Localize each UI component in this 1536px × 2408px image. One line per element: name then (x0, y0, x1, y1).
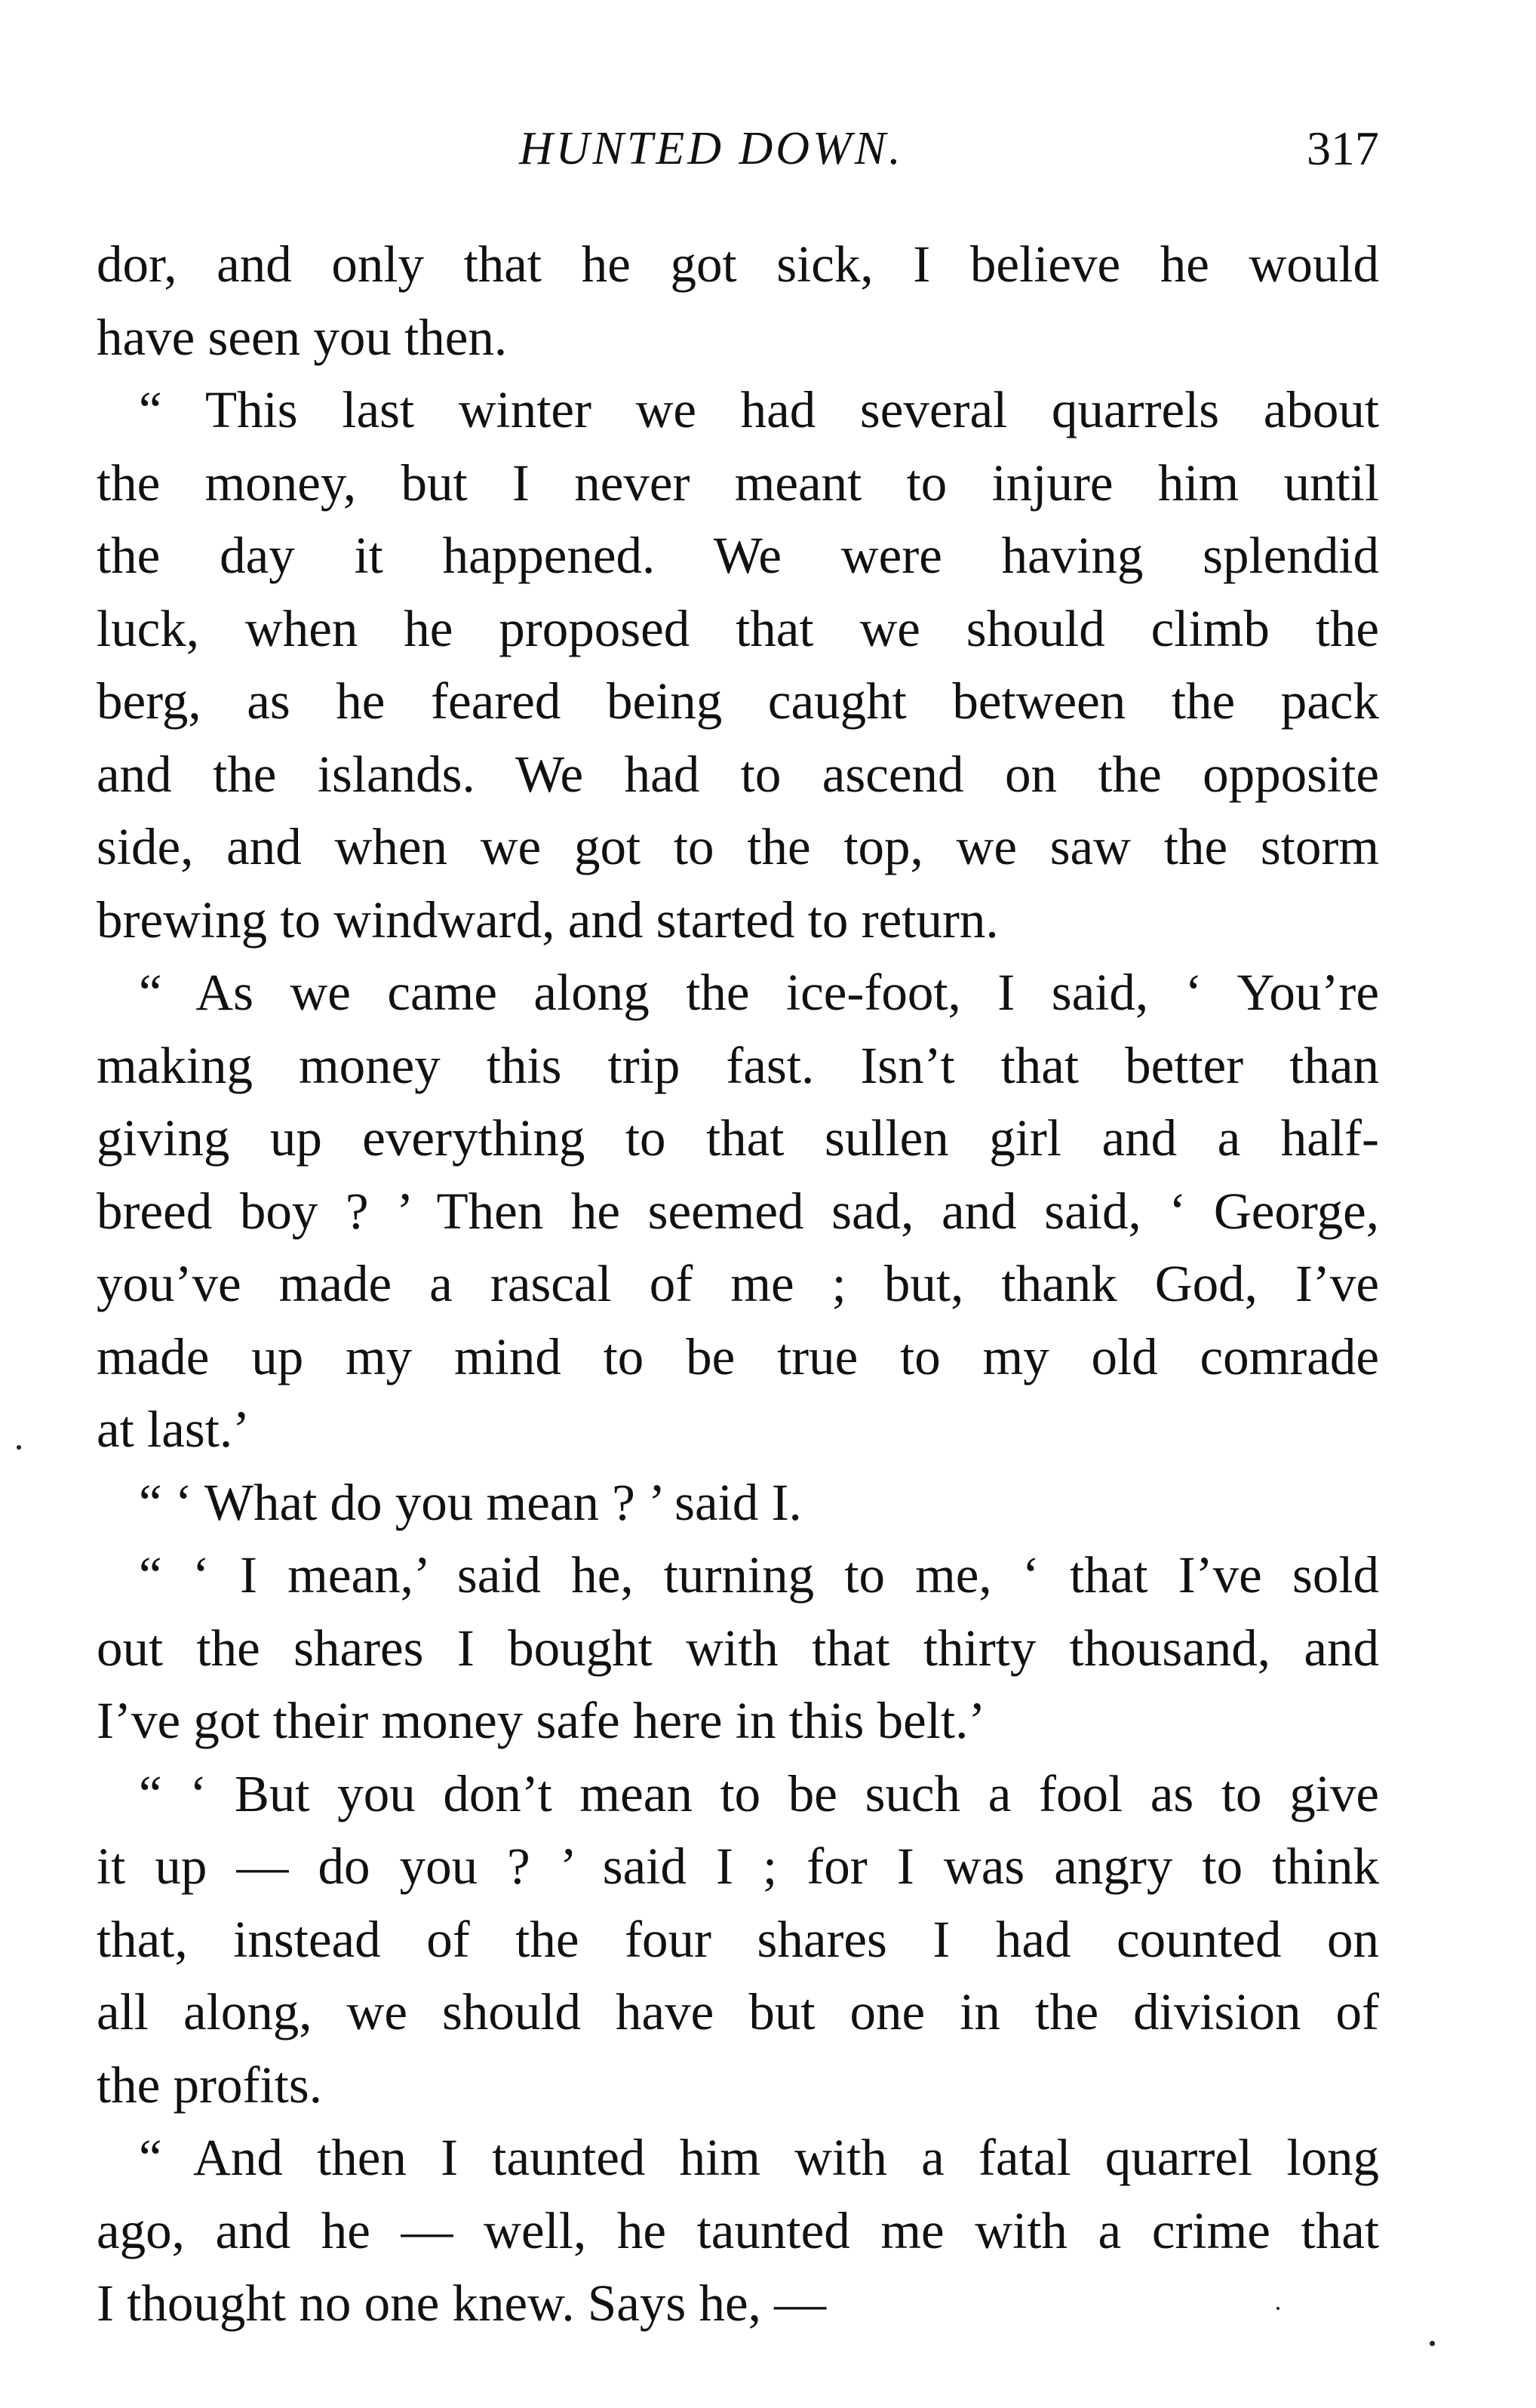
text-line: “ This last winter we had several quarrels about (139, 381, 1379, 438)
text-line: berg, as he feared being caught between the pack (97, 672, 1379, 730)
running-head: HUNTED DOWN. (519, 123, 904, 174)
page-number: 317 (1307, 121, 1379, 175)
body-text (97, 228, 1379, 2340)
text-line: “ ‘ What do you mean ? ’ said I. (139, 1473, 802, 1531)
text-line: all along, we should have but one in the division of (97, 1983, 1379, 2040)
text-line: dor, and only that he got sick, I believe he would (97, 235, 1379, 293)
text-line: that, instead of the four shares I had counted on (97, 1910, 1379, 1968)
text-line: and the islands. We had to ascend on the opposite (97, 745, 1379, 803)
print-speck (17, 1445, 21, 1450)
text-line: side, and when we got to the top, we saw the storm (97, 818, 1379, 875)
text-line: have seen you then. (97, 308, 508, 366)
text-line: at last.’ (97, 1401, 250, 1458)
text-line: giving up everything to that sullen girl and a half- (97, 1109, 1379, 1167)
text-line: breed boy ? ’ Then he seemed sad, and said, ‘ George, (97, 1182, 1379, 1240)
page-header (97, 115, 1379, 183)
text-line: out the shares I bought with that thirty thousand, and (97, 1619, 1379, 1677)
text-line: you’ve made a rascal of me ; but, thank God, I’ve (97, 1255, 1379, 1312)
text-line: I’ve got their money safe here in this belt.’ (97, 1692, 986, 1749)
text-line: making money this trip fast. Isn’t that better than (97, 1036, 1379, 1094)
text-line: ago, and he — well, he taunted me with a crime that (97, 2201, 1379, 2259)
text-line: the day it happened. We were having splendid (97, 527, 1379, 584)
text-line: the profits. (97, 2056, 322, 2114)
text-line: made up my mind to be true to my old comrade (97, 1327, 1379, 1385)
text-line: “ ‘ But you don’t mean to be such a fool as to give (139, 1764, 1379, 1822)
text-line: brewing to windward, and started to return. (97, 890, 999, 949)
text-line: the money, but I never meant to injure him until (97, 454, 1379, 512)
text-line: luck, when he proposed that we should climb the (97, 599, 1379, 657)
text-line: I thought no one knew. Says he, — (97, 2274, 827, 2332)
print-speck (1430, 2341, 1435, 2346)
text-line: “ ‘ I mean,’ said he, turning to me, ‘ that I’ve sold (139, 1546, 1379, 1604)
print-speck (1276, 2307, 1279, 2310)
text-line: it up — do you ? ’ said I ; for I was angry to think (97, 1838, 1379, 1895)
text-line: “ As we came along the ice-foot, I said, ‘ You’re (139, 964, 1379, 1021)
text-line: “ And then I taunted him with a fatal quarrel long (139, 2129, 1379, 2186)
